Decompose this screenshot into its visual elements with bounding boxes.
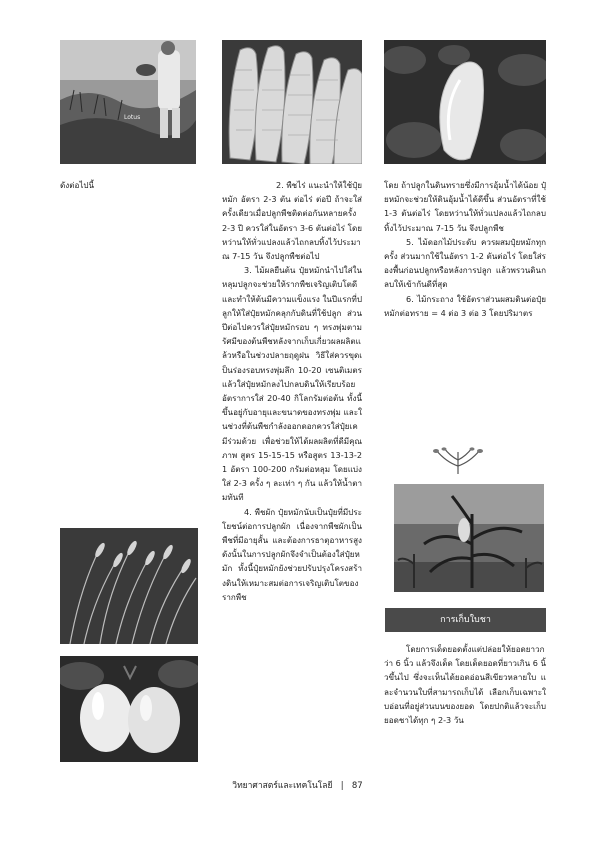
column-2-text — [222, 178, 362, 604]
column-1-text — [60, 178, 198, 192]
paragraph: 3. ไม้ผลยืนต้น ปุ๋ยหมักนำไปใส่ในหลุมปลูกจะช่วยให้รากพืชเจริญเติบโตดีและทำให้ต้นมีความแข็งแรง ในปีแรกที่ปลูกให้ใส่ปุ๋ยหมักคลุกกับดินที่ใช้ปลูก ส่วนปีต่อไปควรใส่ปุ๋ยหมักรอบ ๆ ทรงพุ่มตามรัศมีของต้นพืชหลังจากเก็บเกี่ยวผลผลิตแล้วหรือในช่วงปลายฤดูฝน วิธีใส่ควรขุดเป็นร่องรอบทรงพุ่มลึก 10-20 เซนติเมตร แล้วใส่ปุ๋ยหมักลงไปกลบดินให้เรียบร้อย อัตราการใส่ 20-40 กิโลกรัมต่อต้น ทั้งนี้ขึ้นอยู่กับอายุและขนาดของทรงพุ่ม และในช่วงที่ต้นพืชกำลังออกดอกควรใส่ปุ๋ยเคมีร่วมด้วย เพื่อช่วยให้ได้ผลผลิตที่ดีมีคุณภาพ สูตร 15-15-15 หรือสูตร 13-13-21 อัตรา 100-200 กรัมต่อหลุม โดยแบ่งใส่ 2-3 ครั้ง ๆ ละเท่า ๆ กัน แล้วให้น้ำตามทันที — [222, 265, 363, 503]
column-3-bottom-text — [384, 642, 546, 727]
paragraph: โดยการเด็ดยอดตั้งแต่ปล่อยให้ยอดยาวกว่า 6 นิ้ว แล้วจึงเด็ด โดยเด็ดยอดที่ยาวเกิน 6 นิ้วขึ้นไป ซึ่งจะเห็นได้ยอดอ่อนสีเขียวหลายใบ และจำนวนใบที่สามารถเก็บได้ เลือกเก็บเฉพาะใบอ่อนที่อยู่ส่วนบนของยอด โดยปกติแล้วจะเก็บยอดชาได้ทุก ๆ 2-3 วัน — [384, 644, 546, 726]
photo-corn-plant — [394, 484, 544, 592]
photo-rice-stalks — [60, 528, 198, 644]
photo-white-fruits — [60, 656, 198, 762]
column-3-text — [384, 178, 546, 320]
paragraph: ดังต่อไปนี้ — [60, 180, 95, 190]
photo-white-gourd — [384, 40, 546, 164]
paragraph: 2. พืชไร่ แนะนำให้ใช้ปุ๋ยหมัก อัตรา 2-3 ตัน ต่อไร่ ต่อปี ถ้าจะใส่ครั้งเดียวเมื่อปลูกพืชติดต่อกันหลายครั้ง 2-3 ปี ควรใส่ในอัตรา 3-6 ตันต่อไร่ โดยหว่านให้ทั่วแปลงแล้วไถกลบทิ้งไว้ประมาณ 7-15 วัน จึงปลูกพืชต่อไป — [222, 180, 362, 262]
paragraph: 6. ไม้กระถาง ใช้อัตราส่วนผสมดินต่อปุ๋ยหมักต่อทราย = 4 ต่อ 3 ต่อ 3 โดยปริมาตร — [384, 293, 546, 318]
photo-farmer-field — [60, 40, 196, 164]
paragraph: 5. ไม้ดอกไม้ประดับ ควรผสมปุ๋ยหมักทุกครั้ง ส่วนมากใช้ในอัตรา 1-2 ตันต่อไร่ โดยใส่รองพื้นก่อนปลูกหรือหลังการปลูก แล้วพรวนดินกลบให้เข้ากันดีที่สุด — [384, 236, 546, 290]
page-number: 87 — [351, 781, 363, 791]
photo-caption: Lotus — [124, 114, 141, 121]
paragraph: 4. พืชผัก ปุ๋ยหมักนับเป็นปุ๋ยที่มีประโยชน์ต่อการปลูกผัก เนื่องจากพืชผักเป็นพืชที่มีอายุสั้น และต้องการธาตุอาหารสูง ดังนั้นในการปลูกผักจึงจำเป็นต้องใส่ปุ๋ยหมัก ทั้งนี้ปุ๋ยหมักยังช่วยปรับปรุงโครงสร้างดินให้เหมาะสมต่อการเจริญเติบโตของรากพืช — [222, 506, 362, 602]
page-footer — [0, 778, 595, 792]
photo-corn-cobs — [222, 40, 362, 164]
footer-separator: | — [340, 781, 344, 791]
journal-name: วิทยาศาสตร์และเทคโนโลยี — [232, 781, 333, 791]
decorative-plant-ornament — [430, 446, 486, 476]
paragraph: โดย ถ้าปลูกในดินทรายซึ่งมีการอุ้มน้ำได้น้อย ปุ๋ยหมักจะช่วยให้ดินอุ้มน้ำได้ดีขึ้น ส่วนอัตราที่ใช้ 1-3 ตันต่อไร่ โดยหว่านให้ทั่วแปลงแล้วไถกลบทิ้งไว้ประมาณ 7-15 วัน จึงปลูกพืช — [384, 180, 546, 233]
section-heading-tea-harvest: การเก็บใบชา — [385, 608, 546, 632]
